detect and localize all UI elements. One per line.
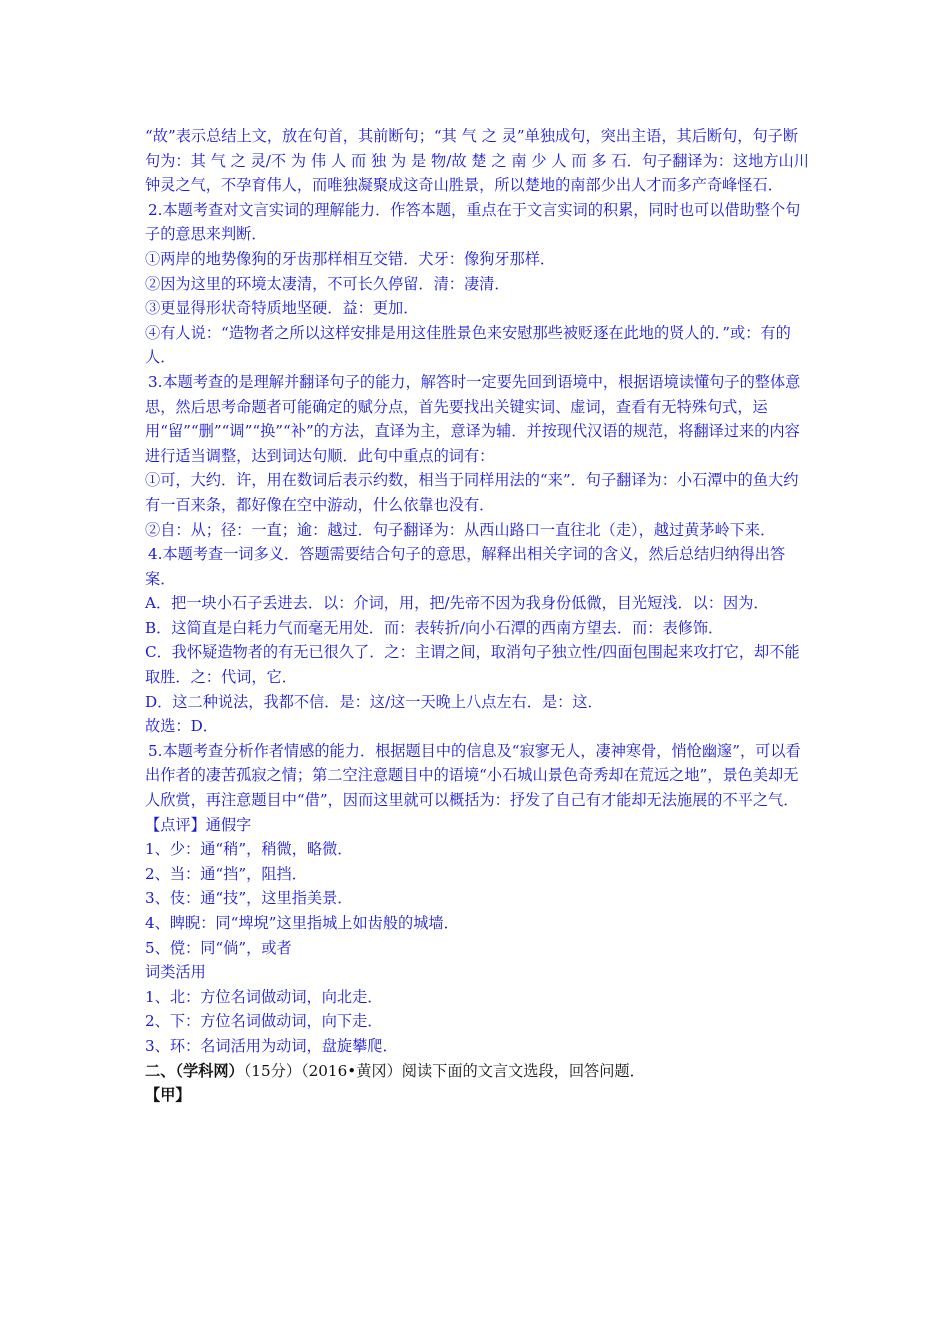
comment-heading: 【点评】通假字 — [145, 815, 252, 834]
option-a: A．把一块小石子丢进去．以：介词，用，把/先帝不因为我身份低微，目光短浅．以：因为． — [145, 594, 769, 613]
paragraph-q5: 5.本题考查分析作者情感的能力．根据题目中的信息及“寂寥无人，凄神寒骨，悄怆幽邃”，可以看出作者的凄苦孤寂之情；第二空注意题目中的语境“小石城山景色奇秀却在荒远之地”，景色美却无人欣赏，再注意题目中“借”，因而这里就可以概括为：抒发了自己有才能却无法施展的不平之气． — [145, 741, 801, 810]
answer-item-4: ④有人说：“造物者之所以这样安排是用这佳胜景色来安慰那些被贬逐在此地的贤人的．”或：有的人． — [145, 323, 791, 367]
answer-choice: 故选：D． — [145, 717, 218, 736]
tongjia-item-5: 5、傥：同“倘”，或者 — [145, 938, 292, 957]
tongjia-item-1: 1、少：通“稍”，稍微，略微． — [145, 840, 353, 859]
tongjia-item-4: 4、睥睨：同“埤堄”这里指城上如齿般的城墙． — [145, 914, 459, 932]
translation-2: ②自：从；径：一直；逾：越过．句子翻译为：从西山路口一直往北（走），越过黄茅岭下来． — [145, 520, 776, 539]
cilei-item-1: 1、北：方位名词做动词，向北走． — [145, 987, 383, 1006]
option-d: D．这二种说法，我都不信．是：这/这一天晚上八点左右．是：这． — [145, 692, 603, 711]
answer-item-3: ③更显得形状奇特质地坚硬．益：更加． — [145, 299, 419, 318]
question-text: （15分）（2016•黄冈）阅读下面的文言文选段，回答问题． — [243, 1061, 645, 1080]
question-source: （学科网） — [175, 1061, 244, 1080]
cilei-item-2: 2、下：方位名词做动词，向下走． — [145, 1012, 383, 1031]
document-page — [145, 124, 810, 1108]
answer-item-2: ②因为这里的环境太凄清，不可长久停留．清：凄清． — [145, 274, 510, 293]
section-label: 【甲】 — [145, 1086, 191, 1105]
question-number: 二、 — [145, 1061, 176, 1080]
answer-item-1: ①两岸的地势像狗的牙齿那样相互交错．犬牙：像狗牙那样． — [145, 249, 556, 268]
cilei-heading: 词类活用 — [145, 963, 206, 982]
paragraph-q3: 3.本题考查的是理解并翻译句子的能力，解答时一定要先回到语境中，根据语境读懂句子的整体意思，然后思考命题者可能确定的赋分点，首先要找出关键实词、虚词，查看有无特殊句式，运用“留”“删”“调”“换”“补”的方法，直译为主，意译为辅．并按现代汉语的规范，将翻译过来的内容进行适当调整，达到词达句顺．此句中重点的词有： — [145, 372, 801, 465]
cilei-item-3: 3、环：名词活用为动词，盘旋攀爬． — [145, 1036, 398, 1055]
paragraph-q2: 2.本题考查对文言实词的理解能力．作答本题，重点在于文言实词的积累，同时也可以借助整个句子的意思来判断． — [145, 200, 801, 244]
paragraph-q4: 4.本题考查一词多义．答题需要结合句子的意思，解释出相关字词的含义，然后总结归纳得出答案． — [145, 545, 786, 588]
option-b: B．这简直是白耗力气而毫无用处．而：表转折/向小石潭的西南方望去．而：表修饰． — [145, 618, 724, 637]
tongjia-item-3: 3、伎：通“技”，这里指美景． — [145, 889, 353, 908]
option-c: C．我怀疑造物者的有无已很久了．之：主谓之间，取消句子独立性/四面包围起来攻打它，却不能取胜．之：代词，它． — [145, 643, 800, 687]
translation-1: ①可，大约．许，用在数词后表示约数，相当于同样用法的“来”．句子翻译为：小石潭中的鱼大约有一百来条，都好像在空中游动，什么依靠也没有． — [145, 471, 799, 514]
tongjia-item-2: 2、当：通“挡”，阻挡． — [145, 864, 307, 883]
paragraph-punctuation: “故”表示总结上文，放在句首，其前断句；“其 气 之 灵”单独成句，突出主语，其后断句，句子断句为：其 气 之 灵/不 为 伟 人 而 独 为 是 物/故 楚 之 南 少 人 而 多 石．句子翻译为：这地方山川钟灵之气，不孕育伟人，而唯独凝聚成这奇山胜景，所以楚地的南部少出人才而多产奇峰怪石． — [145, 127, 809, 195]
question-header — [145, 1059, 810, 1084]
